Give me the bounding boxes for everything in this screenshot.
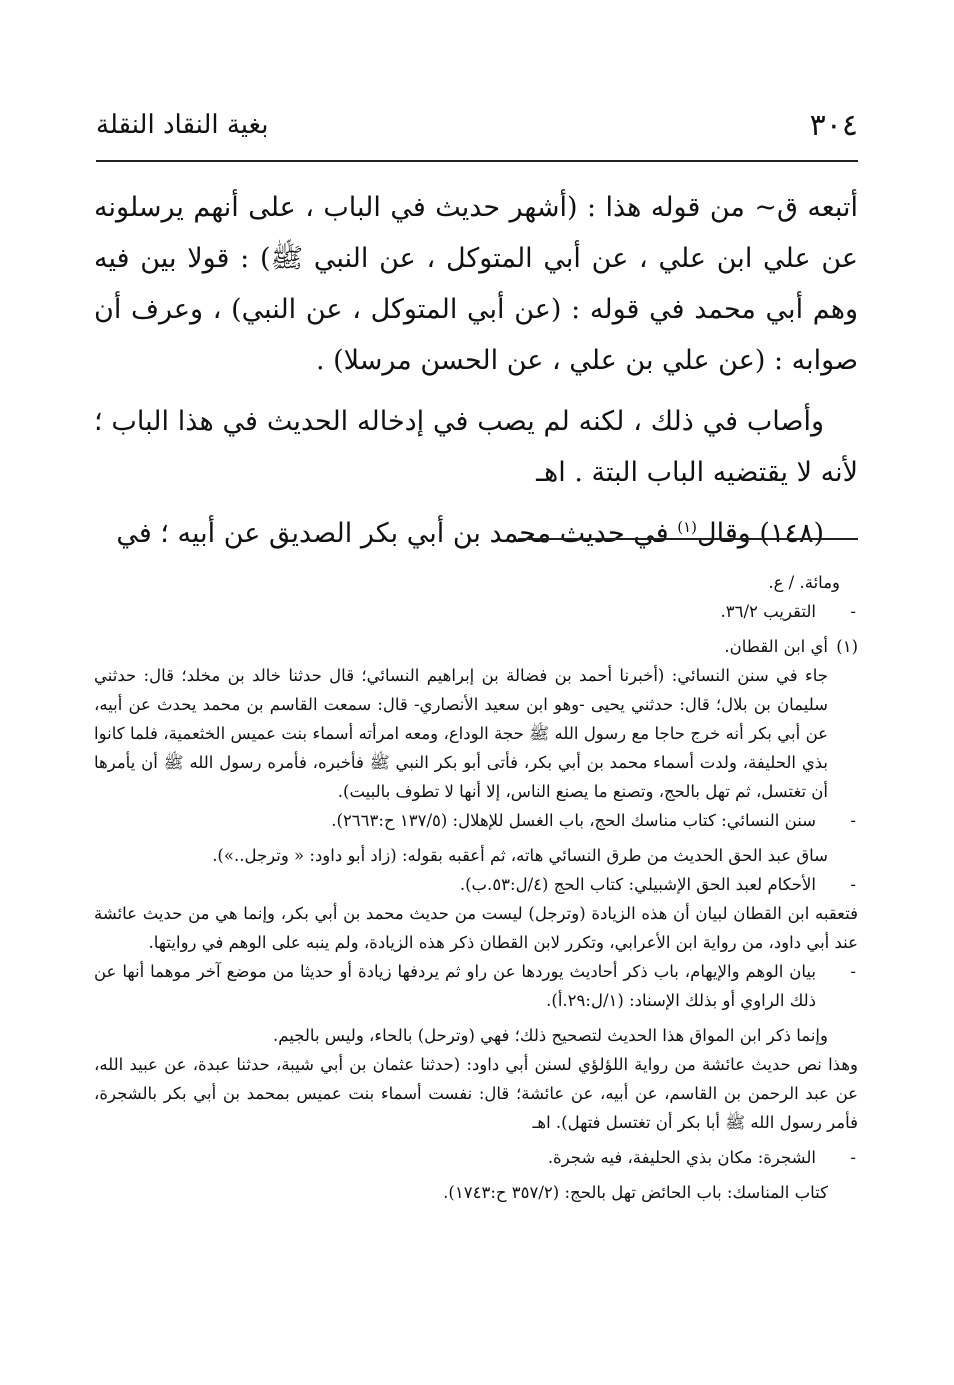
header-rule [96,160,858,162]
footnote-reference [94,1143,858,1172]
main-paragraph-2: وأصاب في ذلك ، لكنه لم يصب في إدخاله الحديث في هذا الباب ؛ لأنه لا يقتضيه الباب البتة . اهـ [94,406,858,488]
footnote-paragraph: وإنما ذكر ابن المواق هذا الحديث لتصحيح ذلك؛ فهي (وترحل) بالحاء، وليس بالجيم. [273,1026,828,1045]
main-paragraph-1: أتبعه ق~ من قوله هذا : (أشهر حديث في الباب ، على أنهم يرسلونه عن علي ابن علي ، عن أبي المتوكل ، عن النبي ﷺ) : قولا بين فيه وهم أبي محمد في قوله : (عن أبي المتوكل ، عن النبي) ، وعرف أن صوابه : (عن علي بن علي ، عن الحسن مرسلا) . [94,192,858,376]
footnote-reference-text: الشجرة: مكان بذي الحليفة، فيه شجرة. [547,1148,816,1167]
dash-marker: - [850,1148,856,1167]
footnote-paragraph: جاء في سنن النسائي: (أخبرنا أحمد بن فضالة بن إبراهيم النسائي؛ قال حدثنا خالد بن مخلد؛ قال: حدثني سليمان بن بلال؛ قال: حدثني يحيى -وهو ابن سعيد الأنصاري- قال: سمعت القاسم بن محمد يحدث عن أبيه، عن أبي بكر أنه خرج حاجا مع رسول الله ﷺ حجة الوداع، ومعه امرأته أسماء بنت عميس الخثعمية، فلما كانوا بذي الحليفة، ولدت أسماء محمد بن أبي بكر، فأتى أبو بكر النبي ﷺ فأخبره، فأمره رسول الله ﷺ أن يأمرها أن تغتسل، ثم تهل بالحج، وتصنع ما يصنع الناس، إلا أنها لا تطوف بالبيت). [94,666,828,801]
running-title: بغية النقاد النقلة [96,110,269,140]
footnote-reference-text: التقريب ٣٦/٢. [720,602,816,621]
page-header [96,108,858,158]
dash-marker: - [850,811,856,830]
footnote-paragraph: ساق عبد الحق الحديث من طرق النسائي هاته، ثم أعقبه بقوله: (زاد أبو داود: « وترجل..»). [212,846,828,865]
dash-marker: - [850,875,856,894]
main-text [94,182,858,559]
footnote-number: (١) [836,637,858,656]
footnote-paragraph: وهذا نص حديث عائشة من رواية اللؤلؤي لسنن أبي داود: (حدثنا عثمان بن أبي شيبة، حدثنا عبدة، عن عبيد الله، عن عبد الرحمن بن القاسم، عن أبيه، عن عائشة؛ قال: نفست أسماء بنت عميس بمحمد بن أبي بكر بالشجرة، فأمر رسول الله ﷺ أبا بكر أن تغتسل فتهل). اهـ [94,1055,858,1132]
footnote-reference [94,957,858,1015]
footnotes [94,568,858,1207]
footnote-continuation: ومائة. / ع. [768,573,840,592]
footnote-reference-text: الأحكام لعبد الحق الإشبيلي: كتاب الحج (٤/ل:٥٣.ب). [459,875,816,894]
main-paragraph-3 [94,508,858,559]
footnote-reference [94,806,858,835]
footnote-reference-text: بيان الوهم والإيهام، باب ذكر أحاديث يوردها عن راو ثم يردفها زيادة أو حديثا من موضع آخر موهما أنها عن ذلك الراوي أو بذلك الإسناد: (١/ل:٢٩.أ). [94,962,816,1010]
footnote-reference-text: سنن النسائي: كتاب مناسك الحج، باب الغسل للإهلال: (١٣٧/٥ ح:٢٦٦٣). [331,811,816,830]
footnote-paragraph: كتاب المناسك: باب الحائض تهل بالحج: (٣٥٧/٢ ح:١٧٤٣). [443,1183,828,1202]
footnote-paragraph: فتعقبه ابن القطان لبيان أن هذه الزيادة (وترجل) ليست من حديث محمد بن أبي بكر، وإنما هي من حديث عائشة عند أبي داود، من رواية ابن الأعرابي، وتكرر لابن القطان ذكر هذه الزيادة، ولم ينبه على الوهم في روايتها. [94,904,858,952]
footnote-1-text: أي ابن القطان. [724,637,828,656]
footnote-reference [94,597,858,626]
footnote-separator [518,538,858,540]
footnote-1 [94,632,858,661]
footnote-reference-mark: (١) [677,518,698,536]
dash-marker: - [850,962,856,981]
dash-marker: - [850,602,856,621]
paragraph-3-end: في حديث محمد بن أبي بكر الصديق عن أبيه ؛ في [116,518,678,549]
paragraph-3-start: (١٤٨) وقال [697,518,824,549]
footnote-reference [94,870,858,899]
page-number: ٣٠٤ [809,108,858,143]
